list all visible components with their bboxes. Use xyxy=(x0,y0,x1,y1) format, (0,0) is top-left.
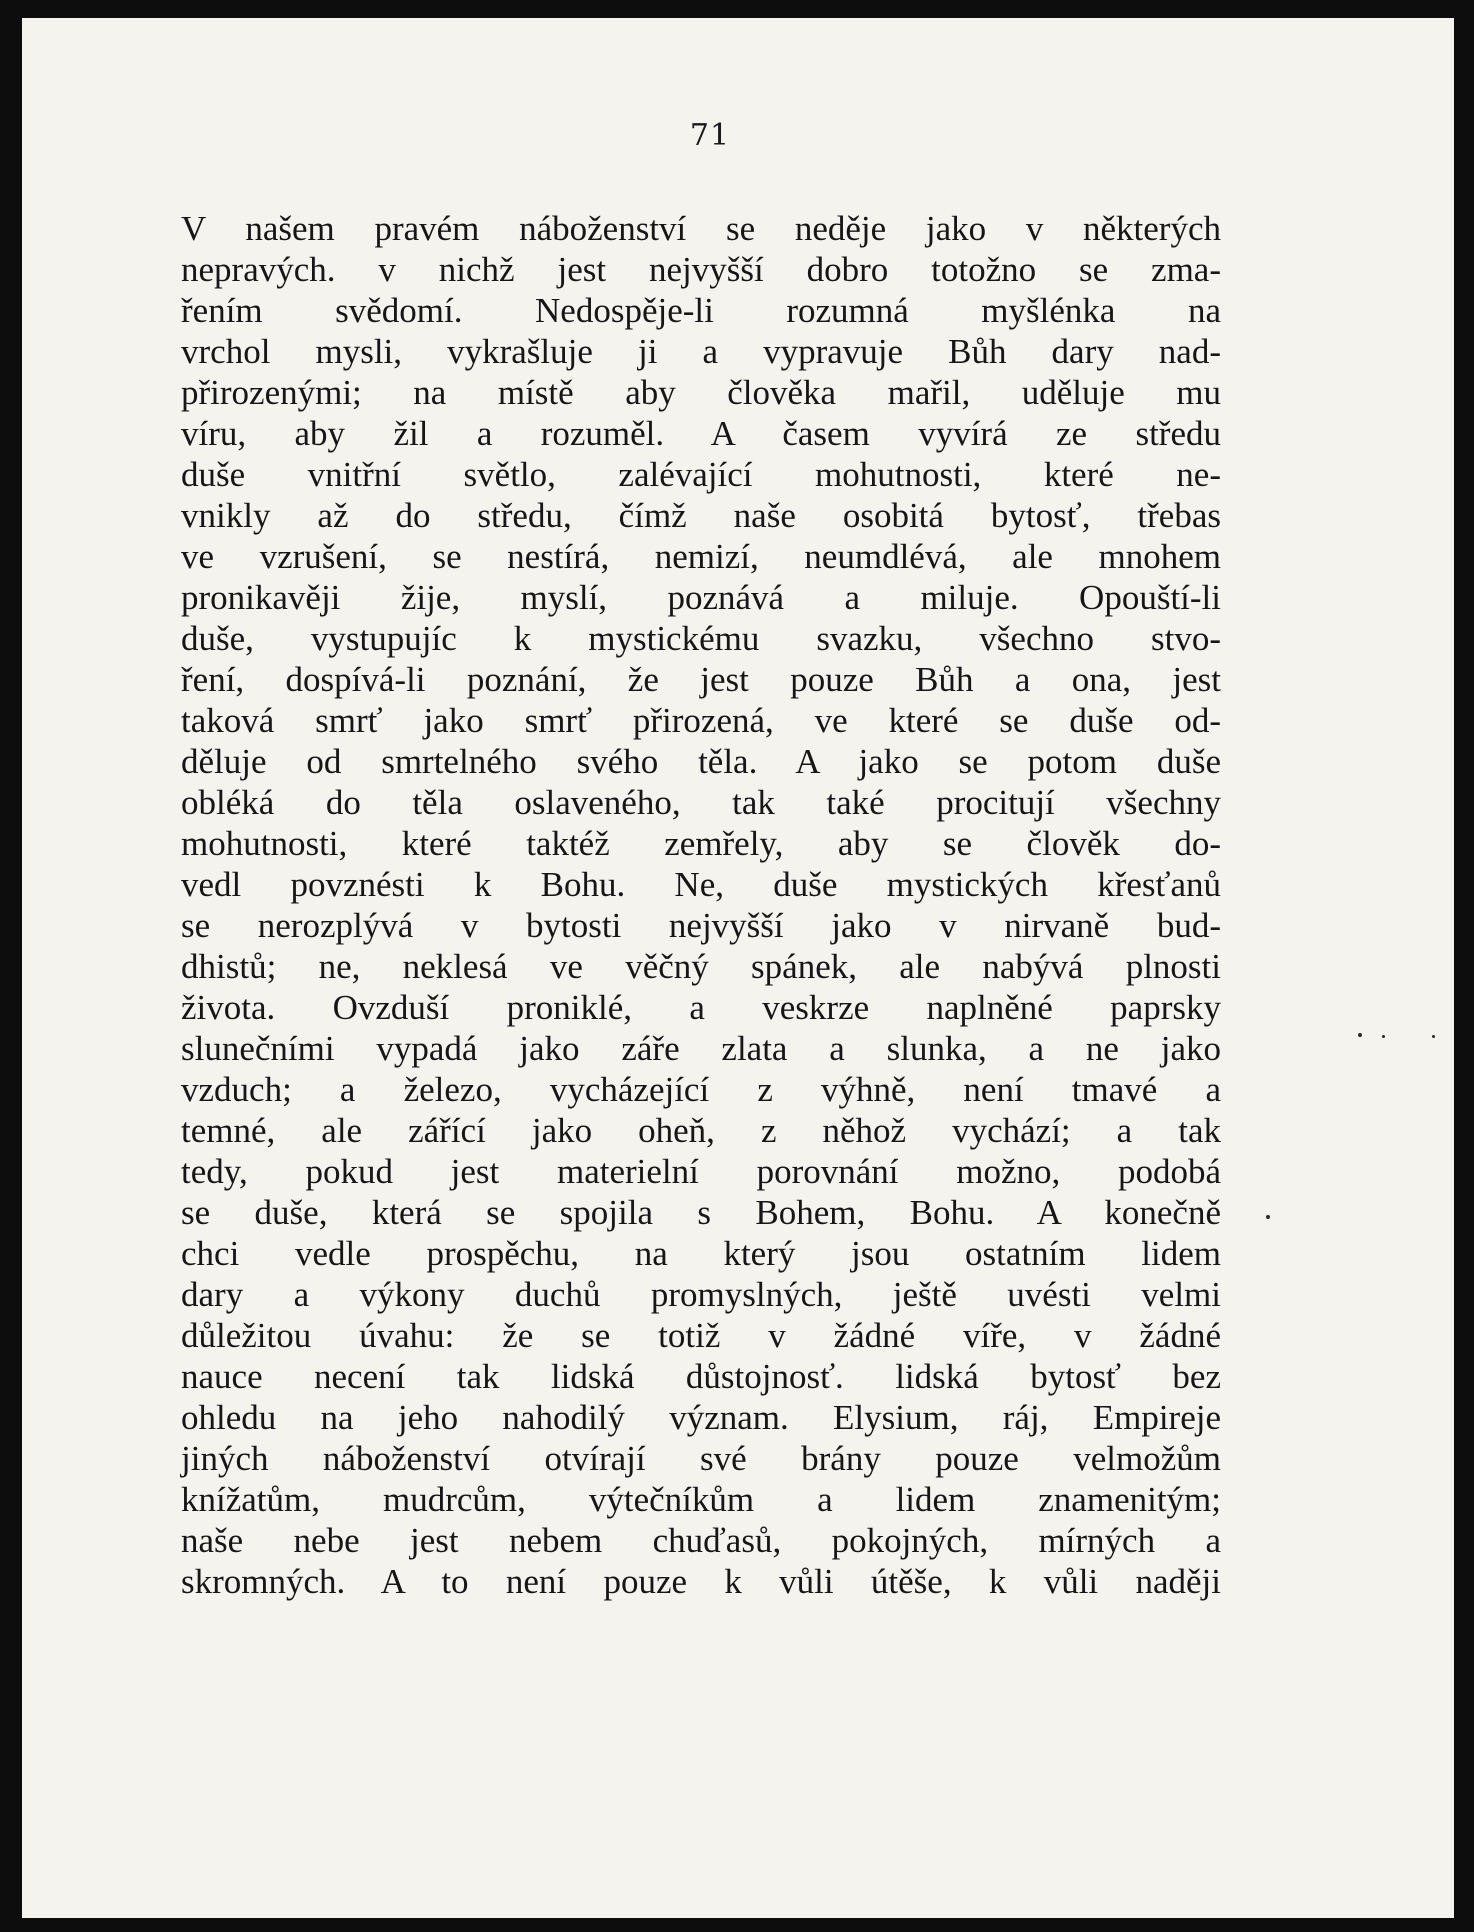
text-line: obléká do těla oslaveného, tak také procitují všechny xyxy=(181,783,1221,822)
text-line: života. Ovzduší proniklé, a veskrze naplněné paprsky xyxy=(181,988,1221,1027)
text-line: přirozenými; na místě aby člověka mařil, uděluje mu xyxy=(181,373,1221,412)
text-line: nepravých. v nichž jest nejvyšší dobro totožno se zma- xyxy=(181,250,1221,289)
scan-speck xyxy=(1358,1033,1362,1037)
body-text xyxy=(181,208,1221,1602)
text-line: důležitou úvahu: že se totiž v žádné víře, v žádné xyxy=(181,1316,1221,1355)
scan-border-bottom xyxy=(0,1918,1474,1932)
scan-speck xyxy=(1266,1215,1270,1219)
text-line: skromných. A to není pouze k vůli útěše, k vůli naději xyxy=(181,1562,1221,1601)
text-line: mohutnosti, které taktéž zemřely, aby se člověk do- xyxy=(181,824,1221,863)
text-line: ohledu na jeho nahodilý význam. Elysium, ráj, Empireje xyxy=(181,1398,1221,1437)
text-line: se duše, která se spojila s Bohem, Bohu. A konečně xyxy=(181,1193,1221,1232)
page-number: 71 xyxy=(689,118,731,153)
text-line: vedl povznésti k Bohu. Ne, duše mystických křesťanů xyxy=(181,865,1221,904)
text-line: dary a výkony duchů promyslných, ještě uvésti velmi xyxy=(181,1275,1221,1314)
scan-speck xyxy=(1382,1035,1385,1038)
text-line: vzduch; a železo, vycházející z výhně, není tmavé a xyxy=(181,1070,1221,1109)
text-line: jiných náboženství otvírají své brány pouze velmožům xyxy=(181,1439,1221,1478)
text-line: nauce necení tak lidská důstojnosť. lidská bytosť bez xyxy=(181,1357,1221,1396)
scan-border-left xyxy=(0,0,22,1932)
text-line: naše nebe jest nebem chuďasů, pokojných, mírných a xyxy=(181,1521,1221,1560)
text-line: se nerozplývá v bytosti nejvyšší jako v nirvaně bud- xyxy=(181,906,1221,945)
scan-border-top xyxy=(0,0,1474,18)
text-line: ve vzrušení, se nestírá, nemizí, neumdlévá, ale mnohem xyxy=(181,537,1221,576)
text-line: knížatům, mudrcům, výtečníkům a lidem znamenitým; xyxy=(181,1480,1221,1519)
text-line: slunečními vypadá jako záře zlata a slunka, a ne jako xyxy=(181,1029,1221,1068)
text-line: V našem pravém náboženství se neděje jako v některých xyxy=(181,209,1221,248)
text-line: dhistů; ne, neklesá ve věčný spánek, ale nabývá plnosti xyxy=(181,947,1221,986)
text-line: víru, aby žil a rozuměl. A časem vyvírá ze středu xyxy=(181,414,1221,453)
text-line: chci vedle prospěchu, na který jsou ostatním lidem xyxy=(181,1234,1221,1273)
text-line: vnikly až do středu, čímž naše osobitá bytosť, třebas xyxy=(181,496,1221,535)
text-line: děluje od smrtelného svého těla. A jako se potom duše xyxy=(181,742,1221,781)
text-line: řením svědomí. Nedospěje-li rozumná myšlénka na xyxy=(181,291,1221,330)
text-line: duše, vystupujíc k mystickému svazku, všechno stvo- xyxy=(181,619,1221,658)
text-line: ření, dospívá-li poznání, že jest pouze Bůh a ona, jest xyxy=(181,660,1221,699)
text-line: temné, ale zářící jako oheň, z něhož vychází; a tak xyxy=(181,1111,1221,1150)
scan-speck xyxy=(1432,1035,1435,1038)
scan-border-right xyxy=(1454,0,1474,1932)
text-line: vrchol mysli, vykrašluje ji a vypravuje Bůh dary nad- xyxy=(181,332,1221,371)
text-line: pronikavěji žije, myslí, poznává a miluje. Opouští-li xyxy=(181,578,1221,617)
text-line: taková smrť jako smrť přirozená, ve které se duše od- xyxy=(181,701,1221,740)
text-line: tedy, pokud jest materielní porovnání možno, podobá xyxy=(181,1152,1221,1191)
text-line: duše vnitřní světlo, zalévající mohutnosti, které ne- xyxy=(181,455,1221,494)
